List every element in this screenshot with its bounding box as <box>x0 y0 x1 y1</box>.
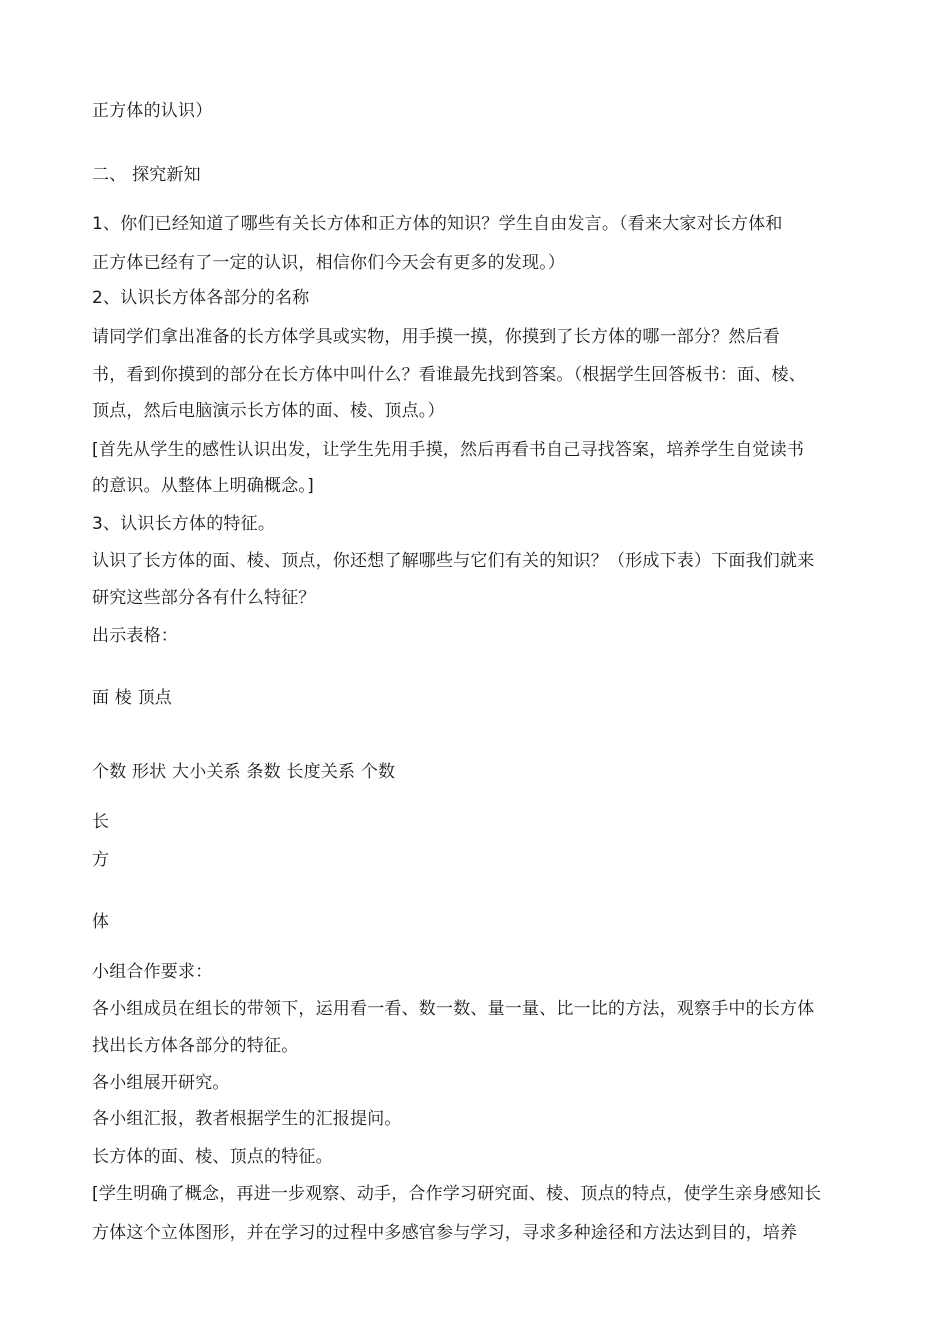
text-line: 出示表格： <box>92 626 178 646</box>
table-header-row: 面 棱 顶点 <box>92 688 173 708</box>
text-line: 3、认识长方体的特征。 <box>92 514 276 534</box>
text-line: 请同学们拿出准备的长方体学具或实物，用手摸一摸，你摸到了长方体的哪一部分？然后看 <box>92 327 780 347</box>
text-line: 认识了长方体的面、棱、顶点，你还想了解哪些与它们有关的知识？（形成下表）下面我们就来 <box>92 551 815 571</box>
table-row-label: 长 <box>92 812 110 832</box>
text-line: 找出长方体各部分的特征。 <box>92 1036 299 1056</box>
table-row-label: 体 <box>92 912 110 932</box>
table-row-label: 方 <box>92 850 110 870</box>
text-line: 研究这些部分各有什么特征？ <box>92 588 316 608</box>
text-line: 的意识。从整体上明确概念。] <box>92 476 314 496</box>
text-line: 顶点，然后电脑演示长方体的面、棱、顶点。） <box>92 401 445 421</box>
text-line: 各小组成员在组长的带领下，运用看一看、数一数、量一量、比一比的方法，观察手中的长方体 <box>92 999 815 1019</box>
text-line: 方体这个立体图形，并在学习的过程中多感官参与学习，寻求多种途径和方法达到目的，培养 <box>92 1223 798 1243</box>
text-line: 小组合作要求： <box>92 962 213 982</box>
text-line: [学生明确了概念，再进一步观察、动手，合作学习研究面、棱、顶点的特点，使学生亲身感知长 <box>92 1184 822 1204</box>
text-line: 书，看到你摸到的部分在长方体中叫什么？看谁最先找到答案。（根据学生回答板书：面、棱、 <box>92 365 806 385</box>
text-line: 正方体已经有了一定的认识，相信你们今天会有更多的发现。） <box>92 253 566 273</box>
text-line: 各小组展开研究。 <box>92 1073 230 1093</box>
table-subheader-row: 个数 形状 大小关系 条数 长度关系 个数 <box>92 762 396 782</box>
text-line: 各小组汇报，教者根据学生的汇报提问。 <box>92 1109 402 1129</box>
text-line: [首先从学生的感性认识出发，让学生先用手摸，然后再看书自己寻找答案，培养学生自觉读书 <box>92 440 805 460</box>
section-heading: 二、 探究新知 <box>92 165 201 185</box>
text-line: 2、认识长方体各部分的名称 <box>92 288 310 308</box>
text-line: 正方体的认识） <box>92 101 213 121</box>
text-line: 长方体的面、棱、顶点的特征。 <box>92 1147 333 1167</box>
text-line: 1、你们已经知道了哪些有关长方体和正方体的知识？学生自由发言。（看来大家对长方体和 <box>92 214 783 234</box>
